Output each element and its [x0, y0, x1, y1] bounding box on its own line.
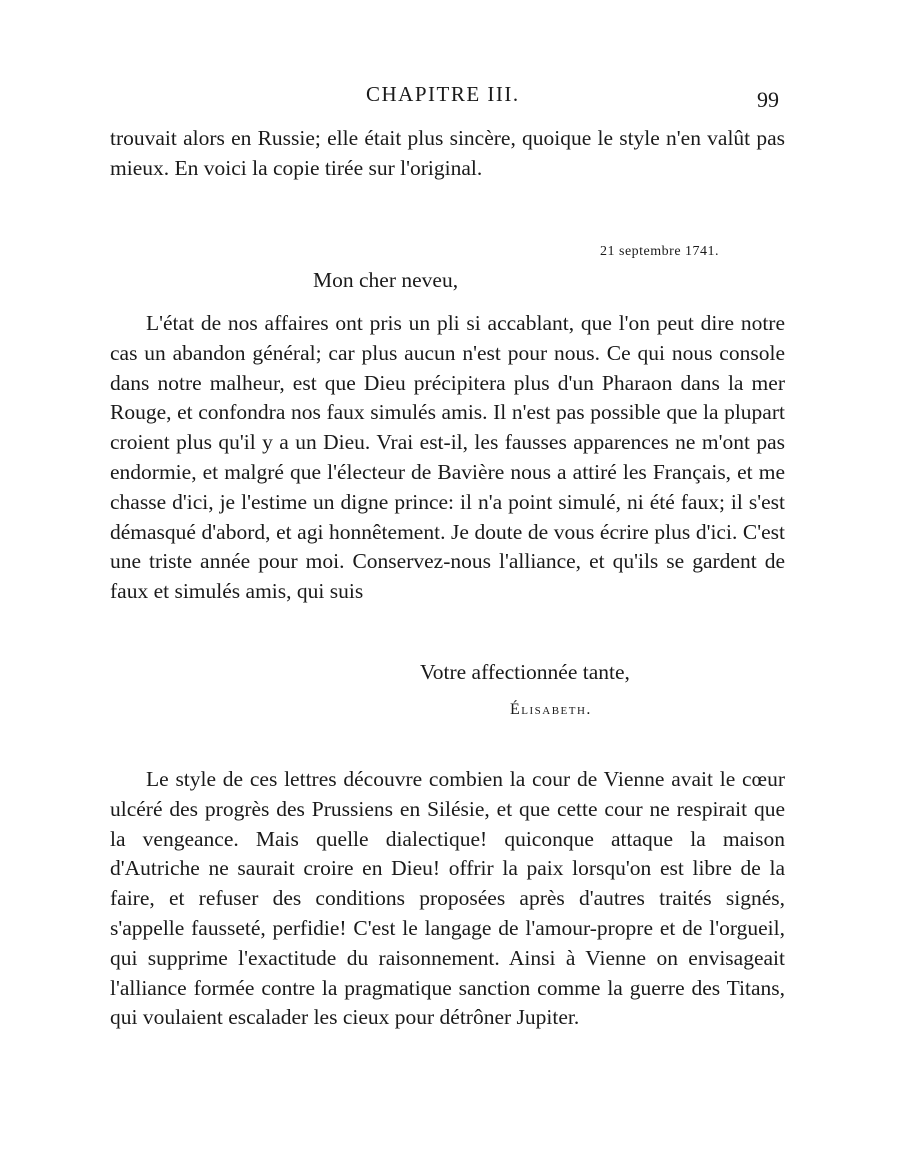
chapter-title: CHAPITRE III.	[366, 82, 520, 106]
letter-closing: Votre affectionnée tante,	[420, 660, 630, 684]
letter-salutation: Mon cher neveu,	[313, 268, 459, 292]
intro-paragraph-block	[110, 124, 785, 184]
running-head	[0, 82, 900, 112]
page-number: 99	[757, 87, 779, 112]
letter-body-block	[110, 309, 785, 607]
intro-paragraph: trouvait alors en Russie; elle était plus sincère, quoique le style n'en valût pas mieux. En voici la copie tirée sur l'original.	[110, 126, 785, 180]
letter-body: L'état de nos affaires ont pris un pli si accablant, que l'on peut dire notre cas un abandon général; car plus aucun n'est pour nous. Ce qui nous console dans notre malheur, est que Dieu précipitera plus d'un Pharaon dans la mer Rouge, et confondra nos faux simulés amis. Il n'est pas possible que la plupart croient plus qu'il y a un Dieu. Vrai est-il, les fausses apparences ne m'ont pas endormie, et malgré que l'électeur de Bavière nous a attiré les Français, et me chasse d'ici, je l'estime un digne prince: il n'a point simulé, ni été faux; il s'est démasqué d'abord, et agi honnêtement. Je doute de vous écrire plus d'ici. C'est une triste année pour moi. Conservez-nous l'alliance, et qu'ils se gardent de faux et simulés amis, qui suis	[110, 311, 785, 604]
commentary-paragraph-block	[110, 765, 785, 1033]
commentary-paragraph: Le style de ces lettres découvre combien la cour de Vienne avait le cœur ulcéré des progrès des Prussiens en Silésie, et que cette cour ne respirait que la vengeance. Mais quelle dialectique! quiconque attaque la maison d'Autriche ne saurait croire en Dieu! offrir la paix lorsqu'on est libre de la faire, et refuser des conditions proposées après d'autres traités signés, s'appelle fausseté, perfidie! C'est le langage de l'amour-propre et de l'orgueil, qui supprime l'exactitude du raisonnement. Ainsi à Vienne on envisageait l'alliance formée contre la pragmatique sanction comme la guerre des Titans, qui voulaient escalader les cieux pour détrôner Jupiter.	[110, 767, 785, 1030]
letter-date: 21 septembre 1741.	[600, 244, 720, 259]
letter-signature: Élisabeth.	[510, 701, 592, 718]
